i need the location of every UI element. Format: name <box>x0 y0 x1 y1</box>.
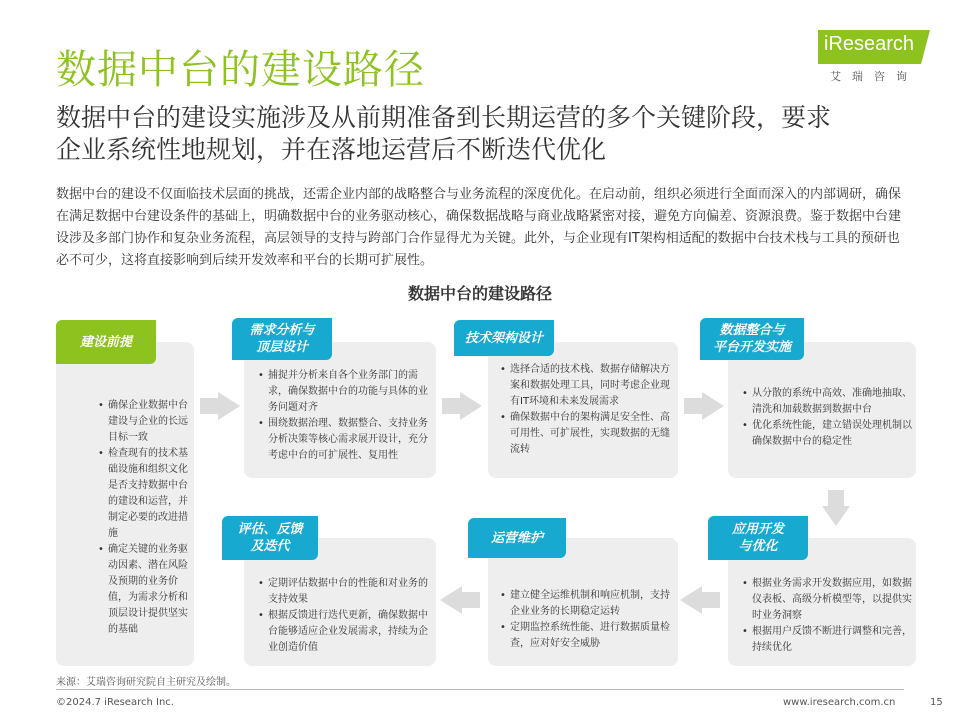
page-number: 15 <box>930 697 943 708</box>
website-link[interactable]: www.iresearch.com.cn <box>783 697 896 708</box>
prereq-box <box>56 342 194 666</box>
step-integration-label: 数据整合与 平台开发实施 <box>700 318 804 360</box>
step-item: • 选择合适的技术栈、数据存储解决方案和数据处理工具，同时考虑企业现有IT环境和未来发展需求 <box>500 362 672 410</box>
step-architecture-label: 技术架构设计 <box>454 320 554 356</box>
step-requirements-label: 需求分析与 顶层设计 <box>232 318 332 360</box>
step-application-list <box>742 576 912 656</box>
arrow-left-2-head <box>440 586 462 614</box>
step-architecture-box <box>488 342 678 478</box>
prereq-item: • 确定关键的业务驱动因素、潜在风险及预期的业务价值，为需求分析和顶层设计提供坚实的基础 <box>98 542 188 638</box>
step-operations-list <box>500 588 672 652</box>
arrow-left-1 <box>702 592 720 608</box>
arrow-right-2 <box>442 398 460 414</box>
prereq-item: • 检查现有的技术基础设施和组织文化是否支持数据中台的建设和运营，并制定必要的改进措施 <box>98 446 188 542</box>
diagram-title: 数据中台的建设路径 <box>407 284 552 303</box>
prereq-item: • 确保企业数据中台建设与企业的长远目标一致 <box>98 398 188 446</box>
step-item: • 定期评估数据中台的性能和对业务的支持效果 <box>258 576 430 608</box>
step-item: • 确保数据中台的架构满足安全性、高可用性、可扩展性，实现数据的无缝流转 <box>500 410 672 458</box>
arrow-right-3 <box>684 398 702 414</box>
prereq-label: 建设前提 <box>56 320 156 364</box>
arrow-left-1-head <box>680 586 702 614</box>
step-item: • 捕捉并分析来自各个业务部门的需求，确保数据中台的功能与具体的业务问题对齐 <box>258 368 428 416</box>
arrow-right-1-head <box>218 392 240 420</box>
footer-divider <box>56 689 904 690</box>
step-item: • 从分散的系统中高效、准确地抽取、清洗和加载数据到数据中台 <box>742 386 912 418</box>
step-item: • 根据用户反馈不断进行调整和完善，持续优化 <box>742 624 912 656</box>
arrow-right-1 <box>200 398 218 414</box>
step-item: • 定期监控系统性能、进行数据质量检查，应对好安全威胁 <box>500 620 672 652</box>
step-operations-label: 运营维护 <box>468 518 566 558</box>
subtitle-line-2: 企业系统性地规划，并在落地运营后不断迭代优化 <box>56 135 607 164</box>
iresearch-logo <box>812 28 936 86</box>
step-requirements-box <box>244 342 436 478</box>
step-item: • 围绕数据治理、数据整合、支持业务分析决策等核心需求展开设计，充分考虑中台的可扩展性、复用性 <box>258 416 428 464</box>
arrow-left-2 <box>462 592 480 608</box>
step-integration-list <box>742 386 912 450</box>
step-requirements-list <box>258 368 428 464</box>
prereq-list <box>98 398 188 638</box>
page-subtitle <box>56 102 916 166</box>
step-item: • 建立健全运维机制和响应机制，支持企业业务的长期稳定运转 <box>500 588 672 620</box>
arrow-down <box>828 490 844 506</box>
step-item: • 优化系统性能，建立错误处理机制以确保数据中台的稳定性 <box>742 418 912 450</box>
step-evaluation-list <box>258 576 430 656</box>
subtitle-line-1: 数据中台的建设实施涉及从前期准备到长期运营的多个关键阶段，要求 <box>56 103 832 132</box>
step-architecture-list <box>500 362 672 458</box>
intro-paragraph: 数据中台的建设不仅面临技术层面的挑战，还需企业内部的战略整合与业务流程的深度优化。在启动前，组织必须进行全面而深入的内部调研，确保在满足数据中台建设条件的基础上，明确数据中台的业务驱动核心，确保数据战略与商业战略紧密对接，避免方向偏差、资源浪费。鉴于数据中台建设涉及多部门协作和复杂业务流程，高层领导的支持与跨部门合作显得尤为关键。此外，与企业现有IT架构相适配的数据中台技术栈与工具的预研也必不可少，这将直接影响到后续开发效率和平台的长期可扩展性。 <box>56 187 902 268</box>
logo-cn: 艾瑞咨询 <box>830 70 918 83</box>
arrow-down-head <box>822 506 850 526</box>
copyright: ©2024.7 iResearch Inc. <box>56 697 174 708</box>
step-application-label: 应用开发 与优化 <box>708 516 808 560</box>
step-integration-box <box>728 342 916 478</box>
arrow-right-2-head <box>460 392 482 420</box>
source-note: 来源：艾瑞咨询研究院自主研究及绘制。 <box>56 677 236 688</box>
step-item: • 根据反馈进行迭代更新，确保数据中台能够适应企业发展需求，持续为企业创造价值 <box>258 608 430 656</box>
step-item: • 根据业务需求开发数据应用，如数据仪表板、高级分析模型等，以提供实时业务洞察 <box>742 576 912 624</box>
arrow-right-3-head <box>702 392 724 420</box>
step-evaluation-label: 评估、反馈 及迭代 <box>222 516 318 560</box>
logo-word: iResearch <box>824 33 915 55</box>
page-title: 数据中台的建设路径 <box>56 47 425 93</box>
